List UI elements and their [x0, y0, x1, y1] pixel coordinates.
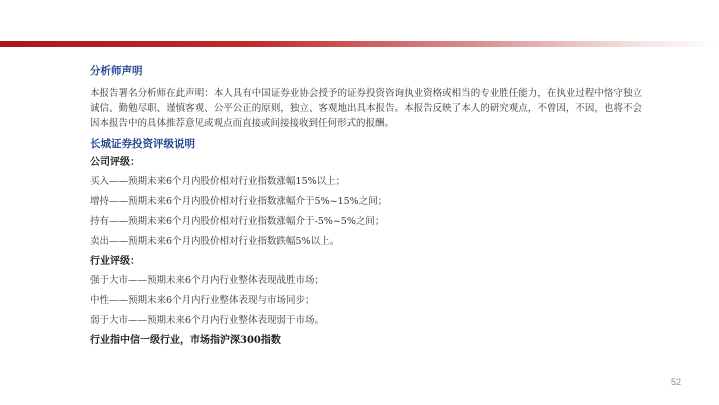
top-accent-bar [0, 41, 719, 47]
industry-rating-section [90, 255, 642, 328]
rating-explanation-heading: 长城证券投资评级说明 [90, 138, 195, 150]
company-rating-sell: 卖出——预期未来6个月内股价相对行业指数跌幅5%以上。 [90, 236, 340, 247]
rating-footnote: 行业指中信一级行业，市场指沪深300指数 [90, 335, 281, 346]
disclaimer-content [90, 64, 642, 348]
analyst-statement-body: 本报告署名分析师在此声明：本人具有中国证券业协会授予的证券投资咨询执业资格或相当的专业胜任能力，在执业过程中恪守独立诚信、勤勉尽职、谨慎客观、公平公正的原则，独立、客观地出具本报告。本报告反映了本人的研究观点，不曾因，不因，也将不会因本报告中的具体推荐意见或观点而直接或间接接收到任何形式的报酬。 [90, 88, 642, 129]
company-rating-hold: 持有——预期未来6个月内股价相对行业指数涨幅介于-5%~5%之间； [90, 216, 385, 227]
industry-rating-heading: 行业评级： [90, 256, 140, 267]
page-number: 52 [670, 377, 681, 387]
company-rating-buy: 买入——预期未来6个月内股价相对行业指数涨幅15%以上； [90, 176, 346, 187]
company-rating-heading: 公司评级： [90, 157, 140, 168]
company-rating-section [90, 156, 642, 249]
analyst-statement-heading: 分析师声明 [90, 65, 143, 77]
industry-rating-outperform: 强于大市——预期未来6个月内行业整体表现战胜市场； [90, 275, 325, 286]
company-rating-overweight: 增持——预期未来6个月内股价相对行业指数涨幅介于5%~15%之间； [90, 196, 388, 207]
industry-rating-neutral: 中性——预期未来6个月内行业整体表现与市场同步； [90, 295, 315, 306]
industry-rating-underperform: 弱于大市——预期未来6个月内行业整体表现弱于市场。 [90, 315, 325, 326]
